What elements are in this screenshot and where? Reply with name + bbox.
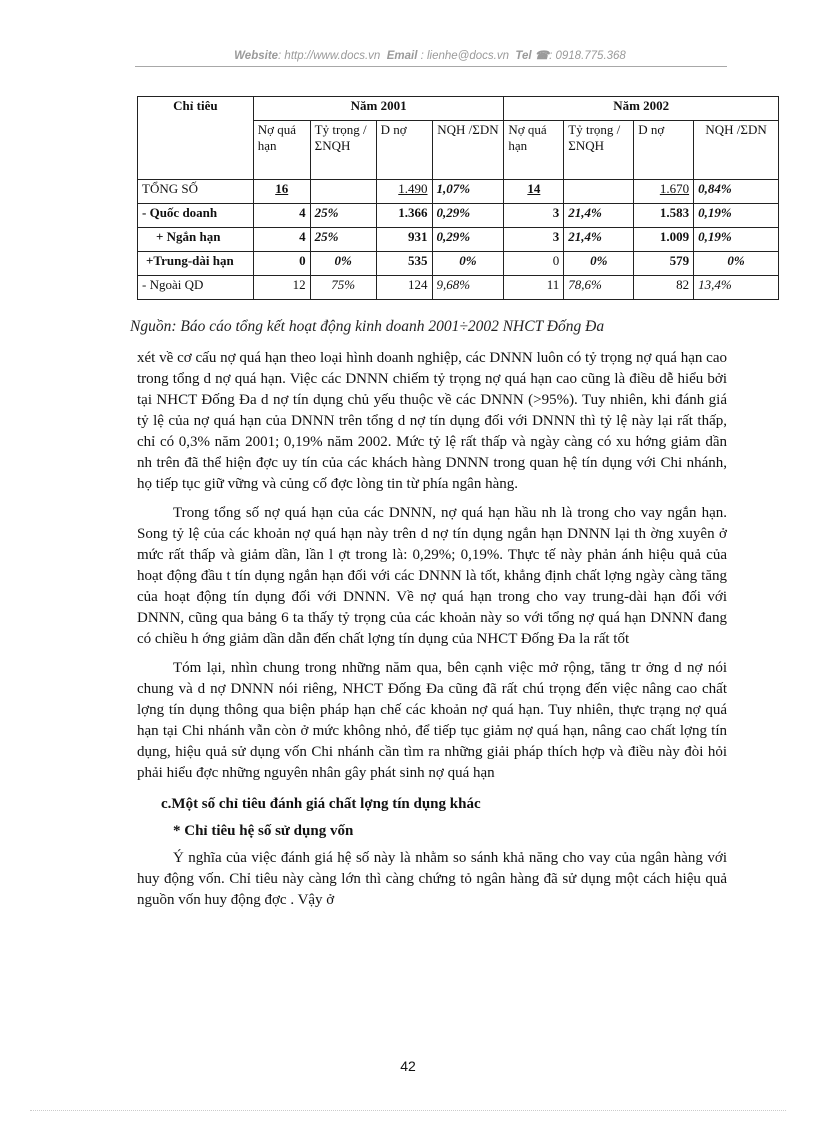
header-year-2002: Năm 2002: [504, 97, 779, 121]
website-label: Website: [234, 50, 279, 62]
cell: 124: [376, 276, 432, 300]
section-heading: c.Một số chỉ tiêu đánh giá chất lợng tín dụng khác: [161, 796, 481, 812]
cell: 931: [376, 228, 432, 252]
cell: 75%: [310, 276, 376, 300]
sub-overdue-2002: Nợ quá hạn: [504, 121, 564, 180]
cell: 1.670: [634, 180, 694, 204]
cell: 25%: [310, 228, 376, 252]
cell: 0: [504, 252, 564, 276]
email-label: Email: [386, 50, 418, 62]
table-source-note: Nguồn: Báo cáo tổng kết hoạt động kinh doanh 2001÷2002 NHCT Đống Đa: [130, 318, 605, 335]
table-row-short-term: [138, 228, 779, 252]
cell: 0,29%: [432, 204, 504, 228]
table-row-total: [138, 180, 779, 204]
cell: 0%: [694, 252, 779, 276]
row-label: + Ngắn hạn: [138, 228, 254, 252]
cell: 4: [253, 204, 310, 228]
paragraph-1: xét về cơ cấu nợ quá hạn theo loại hình doanh nghiệp, các DNNN luôn có tỷ trọng nợ quá hạn cao trong tổng d nợ quá hạn. Việc các DNNN chiếm tỷ trọng nợ quá hạn cao cũng là điều dễ hiểu bởi tại NHCT Đống Đa d nợ tín dụng chủ yếu thuộc về các DNNN (>95%). Tuy nhiên, khi đánh giá tỷ lệ của nợ quá hạn của DNNN trên tổng d nợ tín dụng đối với DNNN thì tỷ lệ này lại rất thấp, chỉ có 0,3% năm 2001; 0,19% năm 2002. Mức tỷ lệ rất thấp và ngày càng có xu hớng giảm dần nh trên đã thể hiện đợc uy tín của các khách hàng DNNN trong quan hệ tín dụng với Chi nhánh, họ tiếp tục giữ vững và củng cố đợc lòng tin từ phía ngân hàng.: [137, 350, 727, 492]
cell: 1.490: [376, 180, 432, 204]
cell: 21,4%: [564, 204, 634, 228]
row-label: TỔNG SỐ: [138, 180, 254, 204]
sub-ratio-2001: Tỷ trọng /ΣNQH: [310, 121, 376, 180]
header-divider: [135, 66, 727, 67]
sub-debt-2001: D nợ: [376, 121, 432, 180]
cell: 16: [253, 180, 310, 204]
cell: 0,19%: [694, 204, 779, 228]
sub-debt-2002: D nợ: [634, 121, 694, 180]
cell: [310, 180, 376, 204]
cell: 1,07%: [432, 180, 504, 204]
cell: 0,19%: [694, 228, 779, 252]
cell: 3: [504, 204, 564, 228]
header-indicator: Chỉ tiêu: [138, 97, 254, 180]
sub-nqh-dn-2001: NQH /ΣDN: [432, 121, 504, 180]
website-value: : http://www.docs.vn: [278, 50, 381, 62]
cell: 82: [634, 276, 694, 300]
cell: 13,4%: [694, 276, 779, 300]
cell: 535: [376, 252, 432, 276]
paragraph-4: Ý nghĩa của việc đánh giá hệ số này là nhằm so sánh khả năng cho vay của ngân hàng với huy động vốn. Chỉ tiêu này càng lớn thì càng chứng tỏ ngân hàng đã sử dụng một cách hiệu quả nguồn vốn huy động đợc . Vậy ở: [137, 850, 727, 908]
cell: 21,4%: [564, 228, 634, 252]
paragraph-3: Tóm lại, nhìn chung trong những năm qua, bên cạnh việc mở rộng, tăng tr ởng d nợ nói chung và d nợ DNNN nói riêng, NHCT Đống Đa cũng đã rất chú trọng đến việc nâng cao chất lợng tín dụng thông qua biện pháp hạn chế các khoản nợ quá hạn. Tuy nhiên, thực trạng nợ quá hạn tại Chi nhánh vẫn còn ở mức không nhỏ, để tiếp tục giảm nợ quá hạn, nâng cao chất lợng tín dụng, hiệu quả sử dụng vốn Chi nhánh cần tìm ra những giải pháp thích hợp và điều này đòi hỏi phải hiểu đợc những nguyên nhân gây phát sinh nợ quá hạn: [137, 660, 727, 781]
email-value: : lienhe@docs.vn: [420, 50, 509, 62]
cell: 1.583: [634, 204, 694, 228]
cell: 12: [253, 276, 310, 300]
cell: [564, 180, 634, 204]
table-row-state: [138, 204, 779, 228]
sub-overdue-2001: Nợ quá hạn: [253, 121, 310, 180]
row-label: - Ngoài QD: [138, 276, 254, 300]
cell: 9,68%: [432, 276, 504, 300]
paragraph-2: Trong tổng số nợ quá hạn của các DNNN, nợ quá hạn hầu nh là trong cho vay ngắn hạn. Song tỷ lệ của các khoản nợ quá hạn này trên d nợ tín dụng ngắn hạn DNNN lại th ờng xuyên ở mức rất thấp và giảm dần, lần l ợt trong là: 0,29%; 0,19%. Thực tế này phản ánh hiệu quả của hoạt động đầu t tín dụng ngắn hạn đối với các DNNN là tốt, khẳng định chất lợng ngày càng tăng của hoạt động tín dụng đối với DNNN. Về nợ quá hạn trong cho vay trung-dài hạn đối với DNNN, cũng qua bảng 6 ta thấy tỷ trọng của các khoản này so với tổng nợ quá hạn DNNN đang có chiều h ớng giảm dần dẫn đến chất lợng tín dụng của NHCT Đống Đa la rất tốt: [137, 505, 727, 647]
cell: 4: [253, 228, 310, 252]
cell: 0%: [564, 252, 634, 276]
body-text: [137, 348, 727, 911]
table-header-row: [138, 97, 779, 121]
cell: 0,29%: [432, 228, 504, 252]
cell: 78,6%: [564, 276, 634, 300]
cell: 3: [504, 228, 564, 252]
table-row-medium-long-term: [138, 252, 779, 276]
cell: 579: [634, 252, 694, 276]
table-row-non-state: [138, 276, 779, 300]
sub-ratio-2002: Tỷ trọng /ΣNQH: [564, 121, 634, 180]
cell: 1.366: [376, 204, 432, 228]
tel-value: : 0918.775.368: [549, 50, 626, 62]
sub-nqh-dn-2002: NQH /ΣDN: [694, 121, 779, 180]
row-label: +Trung-dài hạn: [138, 252, 254, 276]
cell: 0: [253, 252, 310, 276]
header-year-2001: Năm 2001: [253, 97, 504, 121]
subsection-heading: * Chỉ tiêu hệ số sử dụng vốn: [173, 823, 354, 839]
page-header: [135, 48, 725, 62]
footer-divider: [30, 1110, 786, 1111]
row-label: - Quốc doanh: [138, 204, 254, 228]
page-number: 42: [400, 1058, 416, 1074]
cell: 0%: [310, 252, 376, 276]
cell: 25%: [310, 204, 376, 228]
cell: 1.009: [634, 228, 694, 252]
overdue-debt-table: [137, 96, 779, 300]
tel-label: Tel ☎: [515, 50, 550, 62]
cell: 14: [504, 180, 564, 204]
cell: 0%: [432, 252, 504, 276]
cell: 11: [504, 276, 564, 300]
cell: 0,84%: [694, 180, 779, 204]
